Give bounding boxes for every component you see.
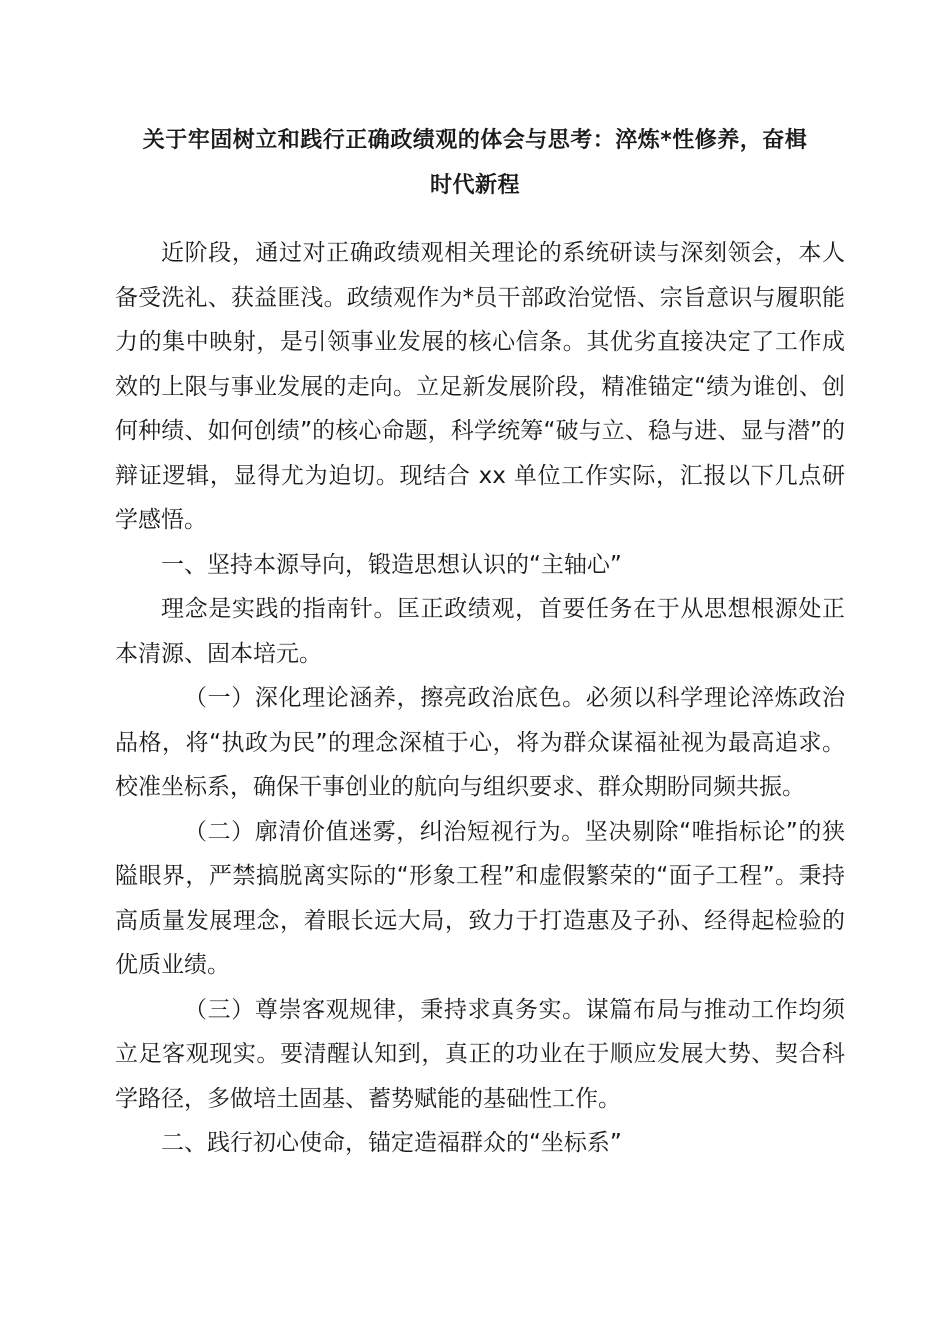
paragraph-subpoint-3: （三）尊崇客观规律，秉持求真务实。谋篇布局与推动工作均须立足客观现实。要清醒认知到，真正的功业在于顺应发展大势、契合科学路径，多做培土固基、蓄势赋能的基础性工作。 <box>115 996 845 1112</box>
section-heading-2: 二、践行初心使命，锚定造福群众的“坐标系” <box>161 1130 622 1156</box>
paragraph-section-1-lead: 理念是实践的指南针。匡正政绩观，首要任务在于从思想根源处正本清源、固本培元。 <box>115 596 845 667</box>
section-heading-1: 一、坚持本源导向，锻造思想认识的“主轴心” <box>161 551 622 578</box>
document-body <box>115 231 845 1166</box>
title-line-2: 时代新程 <box>429 173 520 198</box>
document-title <box>115 118 835 208</box>
paragraph-intro: 近阶段，通过对正确政绩观相关理论的系统研读与深刻领会，本人备受洗礼、获益匪浅。政绩观作为*员干部政治觉悟、宗旨意识与履职能力的集中映射，是引领事业发展的核心信条。其优劣直接决定了工作成效的上限与事业发展的走向。立足新发展阶段，精准锚定“绩为谁创、创何种绩、如何创绩”的核心命题，科学统筹“破与立、稳与进、显与潜”的辩证逻辑，显得尤为迫切。现结合 xx 单位工作实际，汇报以下几点研学感悟。 <box>115 240 845 533</box>
title-line-1: 关于牢固树立和践行正确政绩观的体会与思考：淬炼*性修养，奋楫 <box>142 128 808 153</box>
paragraph-subpoint-1: （一）深化理论涵养，擦亮政治底色。必须以科学理论淬炼政治品格，将“执政为民”的理念深植于心，将为群众谋福祉视为最高追求。校准坐标系，确保干事创业的航向与组织要求、群众期盼同频共振。 <box>115 685 845 800</box>
paragraph-subpoint-2: （二）廓清价值迷雾，纠治短视行为。坚决剔除“唯指标论”的狭隘眼界，严禁搞脱离实际的“形象工程”和虚假繁荣的“面子工程”。秉持高质量发展理念，着眼长远大局，致力于打造惠及子孙、经得起检验的优质业绩。 <box>115 818 845 978</box>
